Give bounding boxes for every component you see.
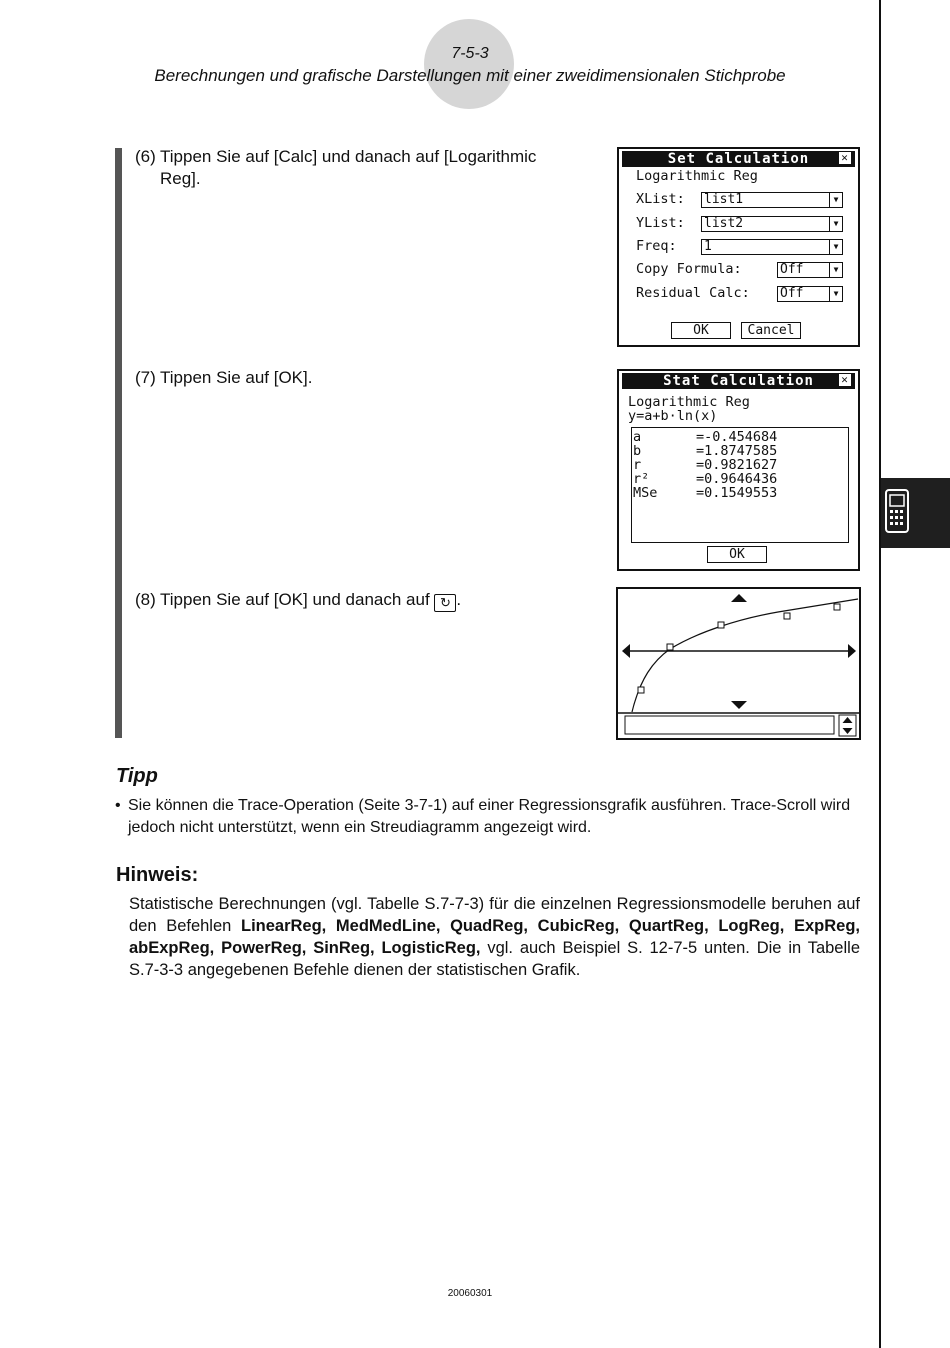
result-value: =0.1549553 xyxy=(696,485,778,501)
result-value: =0.9821627 xyxy=(696,457,778,473)
ylist-dropdown[interactable] xyxy=(701,216,843,232)
footer-code: 20060301 xyxy=(447,1288,493,1299)
page-number: 7-5-3 xyxy=(451,45,489,62)
residual-calc-dropdown[interactable] xyxy=(777,286,843,302)
set-calculation-dialog xyxy=(617,147,860,347)
steps-sidebar xyxy=(115,148,122,738)
copy-formula-label: Copy Formula: xyxy=(636,261,742,277)
result-name: r xyxy=(633,457,642,473)
freq-value: 1 xyxy=(704,239,712,254)
ok-button[interactable]: OK xyxy=(707,546,767,563)
scroll-left-icon[interactable] xyxy=(622,644,630,658)
regression-curve xyxy=(632,599,858,712)
result-value: =0.9646436 xyxy=(696,471,778,487)
data-point xyxy=(667,644,673,650)
freq-label: Freq: xyxy=(636,238,677,254)
step-number: (8) xyxy=(135,590,156,609)
step-8 xyxy=(135,589,575,612)
dialog-title: Set Calculation xyxy=(667,151,810,167)
ylist-value: list2 xyxy=(704,216,744,231)
calculator-icon xyxy=(881,478,950,548)
ylist-label: YList: xyxy=(636,215,685,231)
regression-graph xyxy=(618,589,859,738)
chevron-down-icon: ▼ xyxy=(829,263,842,277)
chapter-tab xyxy=(881,478,950,548)
hinweis-text-part: Statistische Berechnungen (vgl. Tabelle S.7-7-3) für die einzelnen Regressionsmodelle beruhen auf den Befehlen xyxy=(129,895,860,935)
chevron-down-icon: ▼ xyxy=(829,287,842,301)
data-point xyxy=(784,613,790,619)
result-name: b xyxy=(633,443,642,459)
regression-graph-screen xyxy=(616,587,861,740)
right-margin-rule xyxy=(879,0,881,1348)
data-point xyxy=(638,687,644,693)
data-point xyxy=(718,622,724,628)
scroll-down-icon[interactable] xyxy=(731,701,747,709)
copy-formula-value: Off xyxy=(780,262,804,277)
step-6 xyxy=(135,146,575,190)
step-text: Tippen Sie auf [OK]. xyxy=(160,368,313,387)
scroll-up-icon[interactable] xyxy=(731,594,747,602)
step-number: (7) xyxy=(135,368,156,387)
dialog-titlebar xyxy=(622,151,855,167)
step-text-after: . xyxy=(456,590,462,609)
result-name: a xyxy=(633,429,642,445)
refresh-icon: ↻ xyxy=(434,594,456,612)
chevron-down-icon: ▼ xyxy=(829,240,842,254)
residual-calc-label: Residual Calc: xyxy=(636,285,750,301)
xlist-dropdown[interactable] xyxy=(701,192,843,208)
data-point xyxy=(834,604,840,610)
regression-type: Logarithmic Reg xyxy=(636,168,758,184)
result-value: =-0.454684 xyxy=(696,429,778,445)
chevron-down-icon: ▼ xyxy=(829,217,842,231)
scroll-right-icon[interactable] xyxy=(848,644,856,658)
close-icon[interactable]: ✕ xyxy=(839,152,851,164)
result-name: r² xyxy=(633,471,650,487)
cancel-button[interactable]: Cancel xyxy=(741,322,801,339)
tipp-text: Sie können die Trace-Operation (Seite 3-7-1) auf einer Regressionsgrafik ausführen. Trace-Scroll wird jedoch nicht unterstützt, wenn ein Streudiagramm angezeigt wird. xyxy=(128,797,851,836)
hinweis-text-part: vgl. auch Beispiel S. 12-7-5 unten. Die in Tabelle S.7-3-3 angegebenen Befehle dienen der statistischen Grafik. xyxy=(129,939,860,979)
step-text-before: Tippen Sie auf [OK] und danach auf xyxy=(160,590,430,609)
step-number: (6) xyxy=(135,147,156,166)
result-value: =1.8747585 xyxy=(696,443,778,459)
step-text xyxy=(160,589,575,612)
stat-calculation-dialog xyxy=(617,369,860,571)
freq-dropdown[interactable] xyxy=(701,239,843,255)
step-text: Tippen Sie auf [Calc] und danach auf [Logarithmic Reg]. xyxy=(160,147,537,188)
results-box xyxy=(631,427,849,543)
page-title: Berechnungen und grafische Darstellungen mit einer zweidimensionalen Stichprobe xyxy=(154,66,786,85)
bullet: • xyxy=(115,797,121,814)
close-icon[interactable]: ✕ xyxy=(839,374,851,386)
tipp-heading: Tipp xyxy=(116,765,158,787)
hinweis-text xyxy=(129,893,860,981)
xlist-label: XList: xyxy=(636,191,685,207)
result-name: MSe xyxy=(633,485,658,501)
dialog-titlebar xyxy=(622,373,855,389)
header-circle-decoration xyxy=(424,19,514,109)
dialog-title: Stat Calculation xyxy=(663,373,814,389)
regression-formula: y=a+b·ln(x) xyxy=(628,408,718,424)
hinweis-commands: LinearReg, MedMedLine, QuadReg, CubicReg, QuartReg, LogReg, ExpReg, abExpReg, PowerReg, SinReg, LogisticReg, xyxy=(129,917,860,957)
hinweis-heading: Hinweis: xyxy=(116,864,199,886)
chevron-down-icon: ▼ xyxy=(829,193,842,207)
formula-entry-field[interactable] xyxy=(625,716,834,734)
xlist-value: list1 xyxy=(704,192,744,207)
ok-button[interactable]: OK xyxy=(671,322,731,339)
copy-formula-dropdown[interactable] xyxy=(777,262,843,278)
regression-type: Logarithmic Reg xyxy=(628,394,750,410)
tipp-bullet-item xyxy=(115,795,863,839)
step-7 xyxy=(135,367,575,389)
residual-calc-value: Off xyxy=(780,286,804,301)
